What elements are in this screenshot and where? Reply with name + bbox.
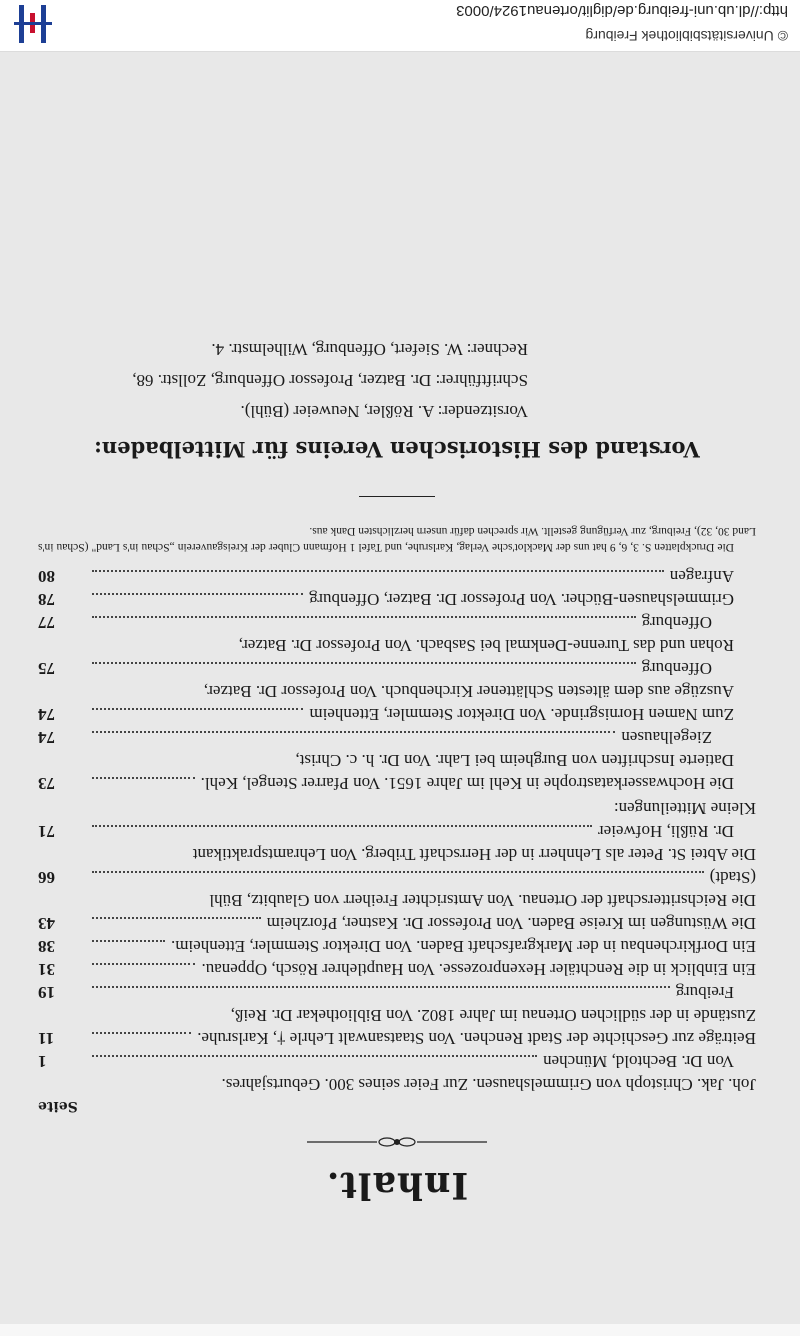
toc-entry-line <box>86 703 734 726</box>
toc-entry-author: (Stadt) <box>709 868 756 887</box>
toc-entry <box>38 912 756 935</box>
leader-dots <box>92 662 636 680</box>
toc-entry <box>38 772 756 795</box>
toc-page-number: 75 <box>38 659 55 678</box>
toc-page-number: 43 <box>38 914 55 933</box>
toc-entry <box>38 935 756 958</box>
page-bottom-strip <box>0 1324 800 1336</box>
toc-entry-line <box>86 935 756 958</box>
horizontal-rule <box>359 496 435 497</box>
leader-dots <box>92 917 261 935</box>
toc-entry <box>38 703 756 726</box>
toc-page-number: 77 <box>38 613 55 632</box>
toc-entry <box>38 1027 756 1050</box>
toc-entry-line <box>86 981 756 1004</box>
leader-dots <box>92 708 303 726</box>
toc-entry-title: Beiträge zur Geschichte der Stadt Renchen. Von Staatsanwalt Lehrle †, Karlsruhe. <box>197 1029 756 1048</box>
toc-entry-author: Offenburg <box>641 613 712 632</box>
toc-entry-line <box>86 565 734 588</box>
toc-entry-title: Rohan und das Turenne-Denkmal bei Sasbach. Von Professor Dr. Batzer, <box>238 636 734 655</box>
leader-dots <box>92 986 670 1004</box>
toc-entry <box>38 611 756 657</box>
toc-entry-line <box>86 726 734 749</box>
toc-page-number: 71 <box>38 822 55 841</box>
leader-dots <box>92 731 615 749</box>
board-line: Rechner: W. Siefert, Offenburg, Wilhelmstr. 4. <box>211 340 528 359</box>
toc-sub <box>38 565 756 795</box>
toc-page-number: 74 <box>38 728 55 747</box>
toc-page-number: 19 <box>38 983 55 1002</box>
footnote: Die Druckplatten S. 3, 6, 9 hat uns der Macklot'sche Verlag, Karlsruhe, und Tafel 1 Hofmann Cluber der Kreisgauverein „Schau in's Land" (Schau in's Land 30, 32), Freiburg, zur Verfügung gestellt. Wir sprechen dafür unsern herzlichsten Dank aus. <box>38 525 756 553</box>
scanned-page <box>0 52 800 1324</box>
toc-entry-author: Ziegelhausen <box>621 728 712 747</box>
page-content <box>38 334 756 1206</box>
toc-entry-title: Anfragen <box>669 567 734 586</box>
toc-entry-title: Joh. Jak. Christoph von Grimmelshausen. Zur Feier seines 300. Geburtsjahres. <box>221 1075 756 1094</box>
toc-entry-title: Die Abtei St. Peter als Lehnherr in der Herrschaft Triberg. Von Lehramtspraktikant <box>192 845 756 864</box>
toc-page-number: 80 <box>38 567 55 586</box>
leader-dots <box>92 1055 537 1073</box>
toc-entry-title: Zum Namen Hornisgrinde. Von Direktor Stemmler, Ettenheim <box>309 705 734 724</box>
toc-entry-title: Auszüge aus dem ältesten Schlättener Kirchenbuch. Von Professor Dr. Batzer, <box>203 682 734 701</box>
board-title: Vorstand des Historischen Vereins für Mittelbaden: <box>94 437 700 462</box>
toc-entry-line <box>86 958 756 981</box>
toc-entry-line <box>86 772 734 795</box>
toc-entry <box>38 981 756 1027</box>
toc-page-number: 31 <box>38 960 55 979</box>
source-url[interactable]: http://dl.ub.uni-freiburg.de/diglit/ortenau1924/0003 <box>456 2 788 19</box>
toc-entry-line <box>86 1027 756 1050</box>
board-members <box>38 334 756 427</box>
toc-page-number: 38 <box>38 937 55 956</box>
leader-dots <box>92 616 636 634</box>
toc-entry <box>38 1050 756 1096</box>
toc-page-number: 1 <box>38 1052 47 1071</box>
toc-entry-line <box>86 820 756 843</box>
board-line: Schriftführer: Dr. Batzer, Professor Offenburg, Zollstr. 68, <box>132 371 528 390</box>
toc-entry-title: Die Hochwasserkatastrophe in Kehl im Jahre 1651. Von Pfarrer Stengel, Kehl. <box>200 774 734 793</box>
toc-entry-line <box>86 611 734 634</box>
toc-entry-title: Datierte Inschriften von Burgheim bei Lahr. Von Dr. h. c. Christ, <box>295 751 734 770</box>
page-heading: Inhalt. <box>325 1164 469 1206</box>
toc-page-number: 73 <box>38 774 55 793</box>
toc-entry-line <box>86 1050 756 1073</box>
viewer-header <box>0 0 800 52</box>
toc-entry <box>38 726 756 772</box>
toc-entry-author: Freiburg <box>675 983 734 1002</box>
section-title: Kleine Mitteilungen: <box>613 799 756 818</box>
toc-entry-title: Ein Einblick in die Renchtäler Hexenprozesse. Von Hauptlehrer Rösch, Oppenau. <box>201 960 756 979</box>
toc-entry-line <box>86 657 734 680</box>
leader-dots <box>92 825 592 843</box>
toc-entry-title: Zustände in der südlichen Ortenau im Jahre 1802. Von Bibliothekar Dr. Reiß, <box>230 1006 756 1025</box>
toc-entry-author: Offenburg <box>641 659 712 678</box>
board-line: Vorsitzender: A. Rößler, Neuweier (Bühl). <box>240 402 528 421</box>
toc-entry-line <box>86 588 734 611</box>
toc-entry <box>38 958 756 981</box>
toc-entry <box>38 588 756 611</box>
toc-entry-title: Die Reichsritterschaft der Ortenau. Von Amtsrichter Freiherr von Glaubitz, Bühl <box>209 891 756 910</box>
leader-dots <box>92 1032 191 1050</box>
toc-entry <box>38 866 756 912</box>
leader-dots <box>92 570 664 588</box>
toc-entry <box>38 565 756 588</box>
toc-page-number: 78 <box>38 590 55 609</box>
toc-page-number: 74 <box>38 705 55 724</box>
toc-entry <box>38 657 756 703</box>
toc-entry-line <box>86 866 756 889</box>
toc-page-number: 11 <box>38 1029 55 1048</box>
toc-entry-title: Grimmelshausen-Bücher. Von Professor Dr. Batzer, Offenburg <box>309 590 734 609</box>
toc-entry-title: Ein Dorfkirchenbau in der Markgrafschaft Baden. Von Direktor Stemmler, Ettenheim. <box>170 937 756 956</box>
header-text <box>456 1 788 45</box>
toc-entry-author: Von Dr. Bechtold, München <box>543 1052 734 1071</box>
toc-entry <box>38 820 756 866</box>
leader-dots <box>92 777 195 795</box>
leader-dots <box>92 593 303 611</box>
toc-entry-author: Dr. Rüßli, Hofweier <box>598 822 734 841</box>
leader-dots <box>92 871 704 889</box>
toc-entry-title: Die Wüstungen im Kreise Baden. Von Professor Dr. Kastner, Pforzheim <box>266 914 756 933</box>
page-column-label: Seite <box>38 1098 78 1114</box>
toc-page-number: 66 <box>38 868 55 887</box>
leader-dots <box>92 963 195 981</box>
library-logo-icon <box>14 5 52 43</box>
toc-main <box>38 820 756 1096</box>
toc-entry-line <box>86 912 756 935</box>
ornament-divider <box>307 1136 487 1148</box>
leader-dots <box>92 940 165 958</box>
copyright-text: © Universitätsbibliothek Freiburg <box>585 28 788 44</box>
